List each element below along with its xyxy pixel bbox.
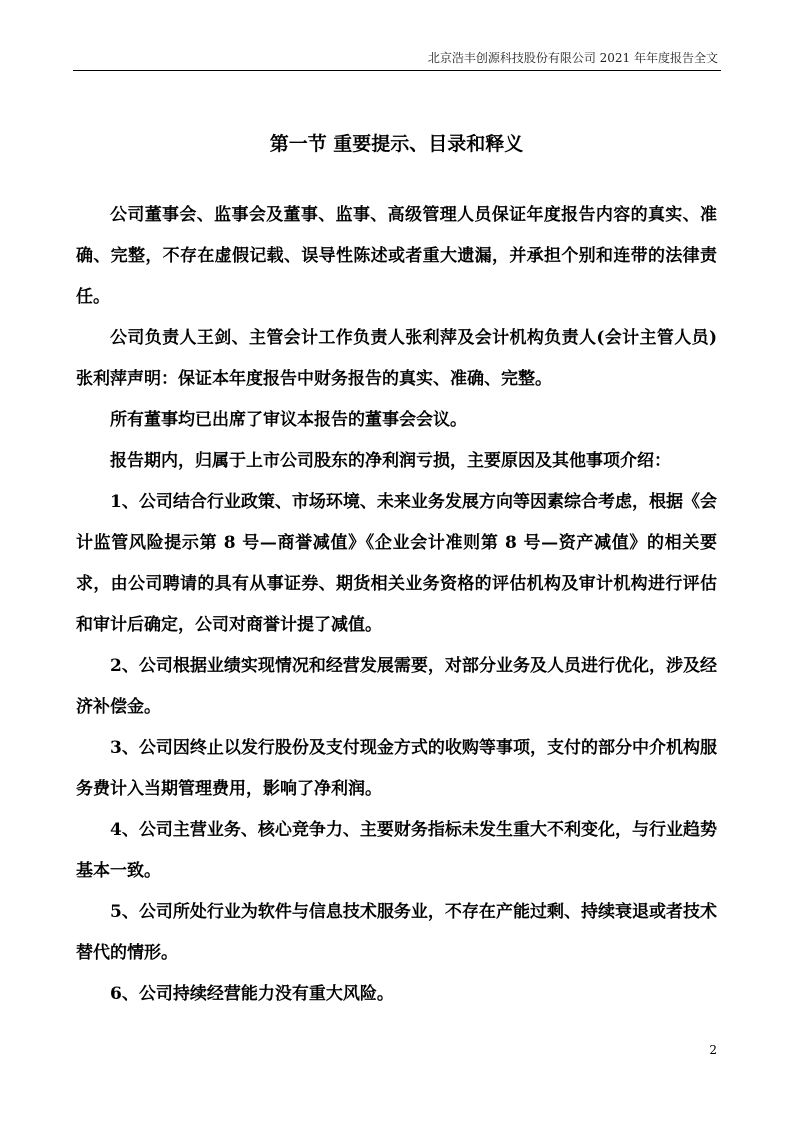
- paragraph-item-3: 3、公司因终止以发行股份及支付现金方式的收购等事项，支付的部分中介机构服务费计入当期管理费用，影响了净利润。: [76, 738, 717, 799]
- header-divider: [73, 70, 721, 71]
- body-text: [76, 195, 717, 1015]
- running-header: 北京浩丰创源科技股份有限公司 2021 年年度报告全文: [427, 51, 718, 65]
- paragraph-item-1: 1、公司结合行业政策、市场环境、未来业务发展方向等因素综合考虑，根据《会计监管风险提示第 8 号—商誉减值》《企业会计准则第 8 号—资产减值》的相关要求，由公司聘请的具有从事证券、期货相关业务资格的评估机构及审计机构进行评估和审计后确定，公司对商誉计提了减值。: [76, 492, 717, 635]
- paragraph-directors-attendance: 所有董事均已出席了审议本报告的董事会会议。: [110, 410, 467, 430]
- paragraph-item-6: 6、公司持续经营能力没有重大风险。: [110, 984, 394, 1004]
- paragraph-item-2: 2、公司根据业绩实现情况和经营发展需要，对部分业务及人员进行优化，涉及经济补偿金。: [76, 656, 717, 717]
- paragraph-item-5: 5、公司所处行业为软件与信息技术服务业，不存在产能过剩、持续衰退或者技术替代的情形。: [76, 902, 717, 963]
- paragraph-board-guarantee: 公司董事会、监事会及董事、监事、高级管理人员保证年度报告内容的真实、准确、完整，不存在虚假记载、误导性陈述或者重大遗漏，并承担个别和连带的法律责任。: [76, 205, 717, 307]
- paragraph-net-loss-intro: 报告期内，归属于上市公司股东的净利润亏损，主要原因及其他事项介绍：: [110, 451, 671, 471]
- section-title: 第一节 重要提示、目录和释义: [269, 133, 524, 155]
- page-number: 2: [709, 1043, 717, 1057]
- paragraph-item-4: 4、公司主营业务、核心竞争力、主要财务指标未发生重大不利变化，与行业趋势基本一致。: [76, 820, 717, 881]
- paragraph-responsible-persons-statement: 公司负责人王剑、主管会计工作负责人张利萍及会计机构负责人(会计主管人员)张利萍声明：保证本年度报告中财务报告的真实、准确、完整。: [76, 328, 717, 389]
